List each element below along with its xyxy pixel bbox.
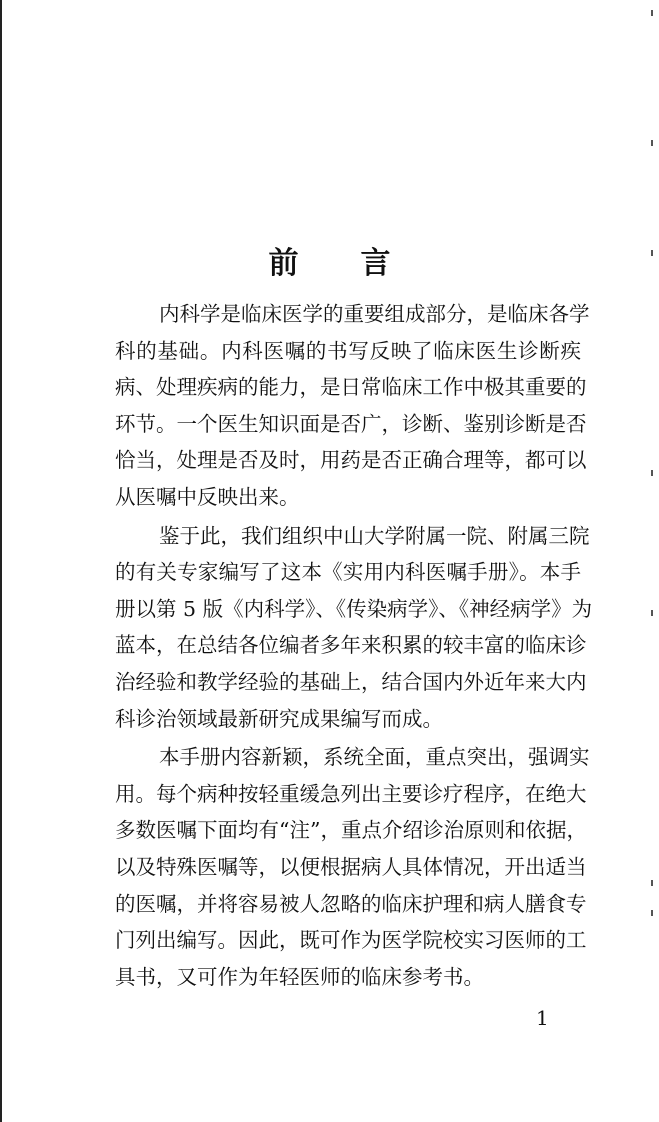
page-title bbox=[0, 238, 659, 282]
text-line: 册以第 5 版《内科学》、《传染病学》、《神经病学》为 bbox=[115, 596, 593, 621]
scan-speck bbox=[651, 470, 653, 476]
text-line: 环节。一个医生知识面是否广，诊断、鉴别诊断是否 bbox=[115, 411, 587, 436]
text-line: 用。每个病种按轻重缓急列出主要诊疗程序，在绝大 bbox=[115, 781, 587, 806]
text-line: 科诊治领域最新研究成果编写而成。 bbox=[115, 706, 443, 731]
text-line: 从医嘱中反映出来。 bbox=[115, 484, 300, 509]
text-line: 内科学是临床医学的重要组成部分，是临床各学 bbox=[159, 302, 590, 326]
page-edge-line bbox=[0, 0, 2, 1122]
text-line: 门列出编写。因此，既可作为医学院校实习医师的工 bbox=[115, 928, 587, 953]
scan-speck bbox=[651, 250, 653, 256]
page-number: 1 bbox=[536, 1006, 549, 1030]
text-line: 具书，又可作为年轻医师的临床参考书。 bbox=[115, 964, 484, 989]
paragraph-2 bbox=[115, 518, 593, 738]
scan-speck bbox=[651, 910, 653, 916]
scan-speck bbox=[651, 610, 653, 616]
text-line: 的医嘱，并将容易被人忽略的临床护理和病人膳食专 bbox=[115, 891, 587, 916]
text-line: 的有关专家编写了这本《实用内科医嘱手册》。本手 bbox=[115, 560, 581, 585]
text-line: 科的基础。内科医嘱的书写反映了临床医生诊断疾 bbox=[115, 338, 581, 363]
text-line: 治经验和教学经验的基础上，结合国内外近年来大内 bbox=[115, 669, 587, 694]
text-line: 鉴于此，我们组织中山大学附属一院、附属三院 bbox=[159, 523, 590, 548]
text-line: 本手册内容新颖，系统全面，重点突出，强调实 bbox=[159, 745, 590, 770]
text-line: 蓝本，在总结各位编者多年来积累的较丰富的临床诊 bbox=[115, 633, 587, 658]
paragraph-3 bbox=[115, 739, 590, 995]
preface-body bbox=[115, 296, 593, 995]
text-line: 多数医嘱下面均有“注”，重点介绍诊治原则和依据， bbox=[115, 818, 587, 843]
scan-speck bbox=[651, 10, 653, 16]
title-char-1: 前 bbox=[268, 246, 299, 281]
scan-speck bbox=[651, 140, 653, 146]
paragraph-1 bbox=[115, 296, 590, 516]
text-line: 恰当，处理是否及时，用药是否正确合理等，都可以 bbox=[115, 448, 587, 473]
title-char-2: 言 bbox=[360, 246, 391, 281]
text-line: 以及特殊医嘱等，以便根据病人具体情况，开出适当 bbox=[115, 854, 587, 879]
text-line: 病、处理疾病的能力，是日常临床工作中极其重要的 bbox=[115, 375, 587, 400]
scan-speck bbox=[651, 880, 653, 886]
